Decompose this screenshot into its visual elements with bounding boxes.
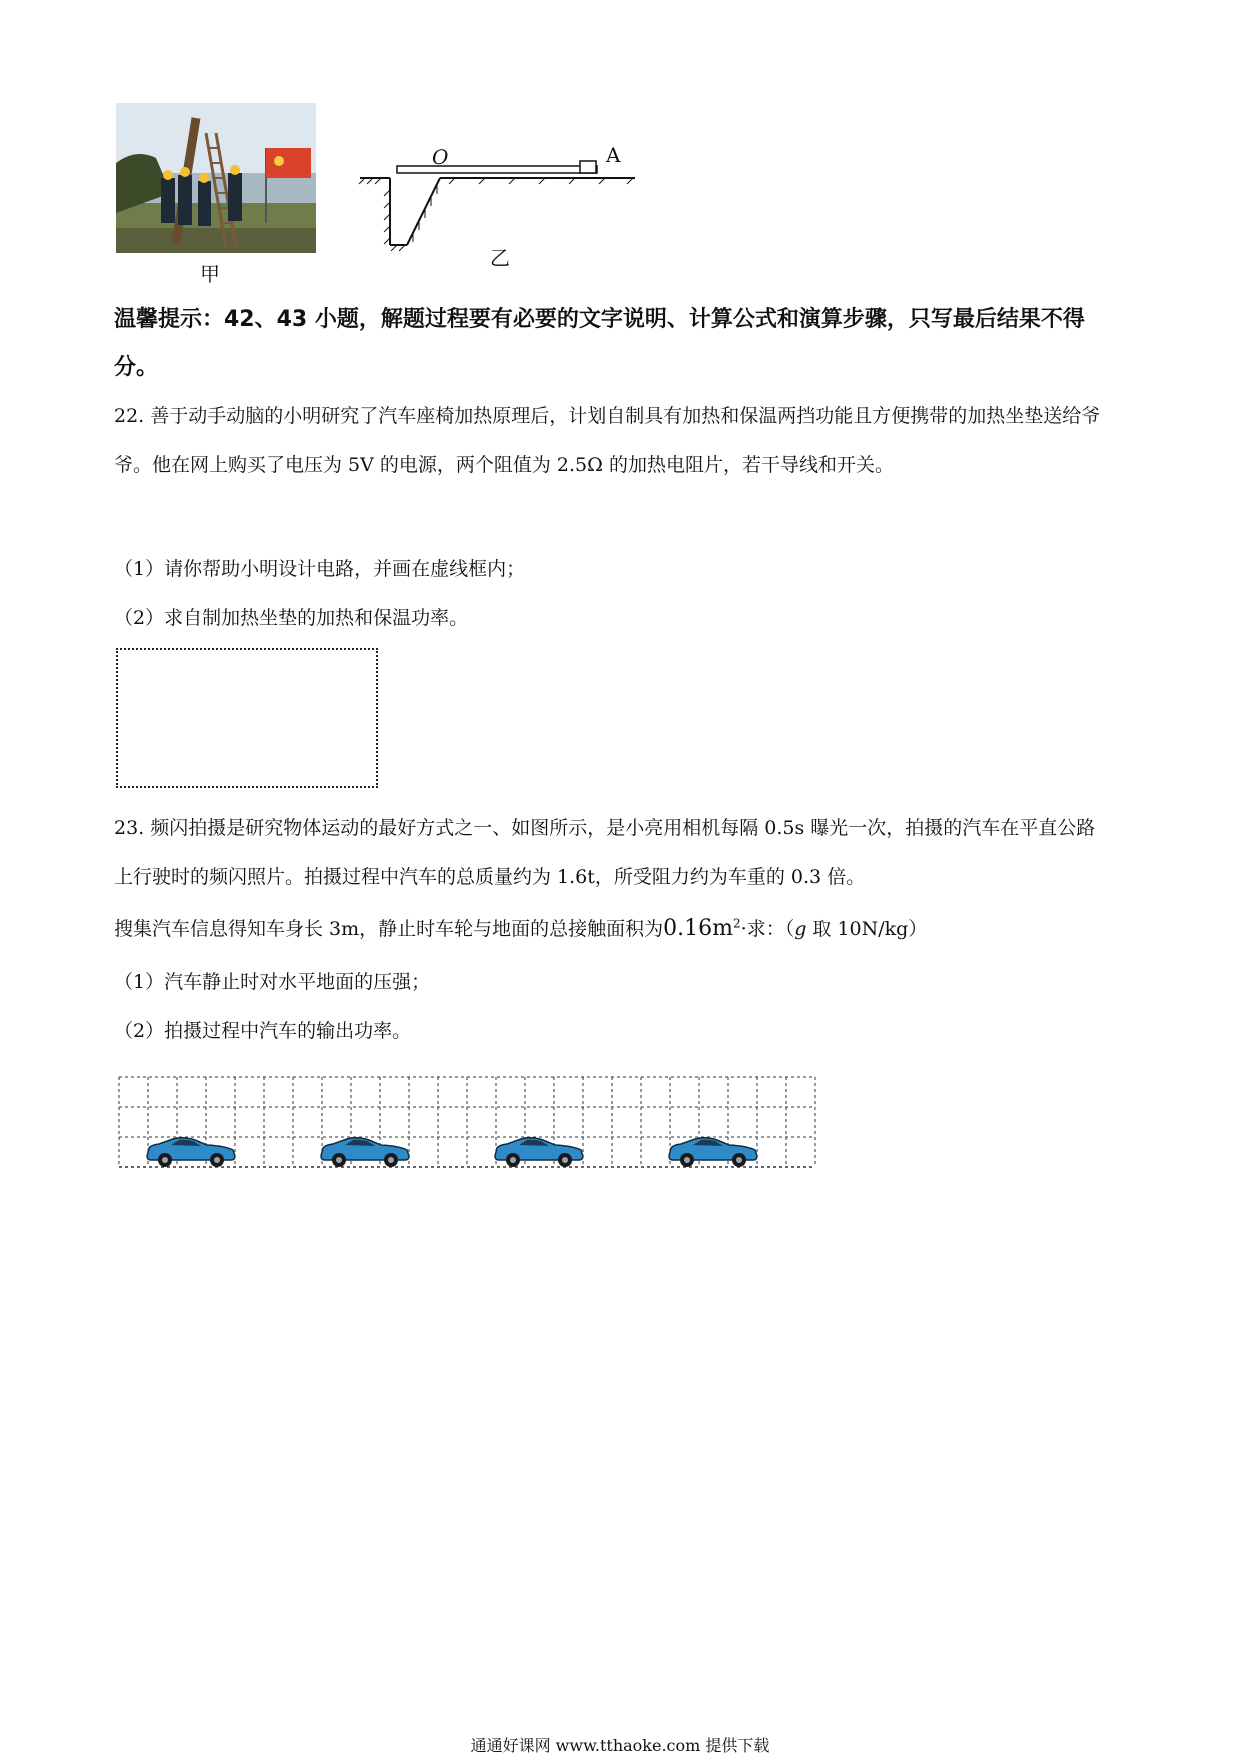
car-icon [495,1138,583,1167]
label-a: A [606,143,621,167]
photo-workers-pole [116,103,316,253]
q23-g-symbol: g [794,918,807,940]
car-icon [669,1138,757,1167]
car-icon [321,1138,409,1167]
label-o: O [432,145,449,169]
q22-stem: 22. 善于动手动脑的小明研究了汽车座椅加热原理后，计划自制具有加热和保温两挡功能且方便携带的加热坐垫送给爷爷。他在网上购买了电压为 5V 的电源，两个阻值为 2.5Ω 的加热电阻片，若干导线和开关。 [114,405,1101,476]
photo-caption: 甲 [200,262,220,286]
q23-part1: （1）汽车静止时对水平地面的压强； [114,971,431,993]
strobe-grid [118,1076,818,1174]
diagram-caption: 乙 [490,246,510,270]
q22-part2: （2）求自制加热坐垫的加热和保温功率。 [114,607,469,629]
tip-text: 温馨提示：42、43 小题，解题过程要有必要的文字说明、计算公式和演算步骤，只写最后结果不得分。 [114,307,1085,380]
q22-part1: （1）请你帮助小明设计电路，并画在虚线框内； [114,558,526,580]
q23-area-value: 0.16m [663,916,734,941]
q23-stem: 23. 频闪拍摄是研究物体运动的最好方式之一、如图所示，是小亮用相机每隔 0.5s 曝光一次，拍摄的汽车在平直公路上行驶时的频闪照片。拍摄过程中汽车的总质量约为 1.6t，所受阻力约为车重的 0.3 倍。 [114,817,1096,888]
q23-line3-text-a: 搜集汽车信息得知车身长 3m，静止时车轮与地面的总接触面积为 [114,918,664,940]
footer-source: 通通好课网 www.tthaoke.com 提供下载 [470,1736,770,1755]
car-icon [147,1138,235,1167]
q23-area-exponent: 2 [733,916,741,931]
q23-line3-text-c: 取 10N/kg） [806,918,928,940]
q23-line3-text-b: ·求：（ [740,918,795,940]
circuit-answer-box [116,648,378,788]
q23-part2: （2）拍摄过程中汽车的输出功率。 [114,1020,412,1042]
q23-line3 [114,914,927,941]
